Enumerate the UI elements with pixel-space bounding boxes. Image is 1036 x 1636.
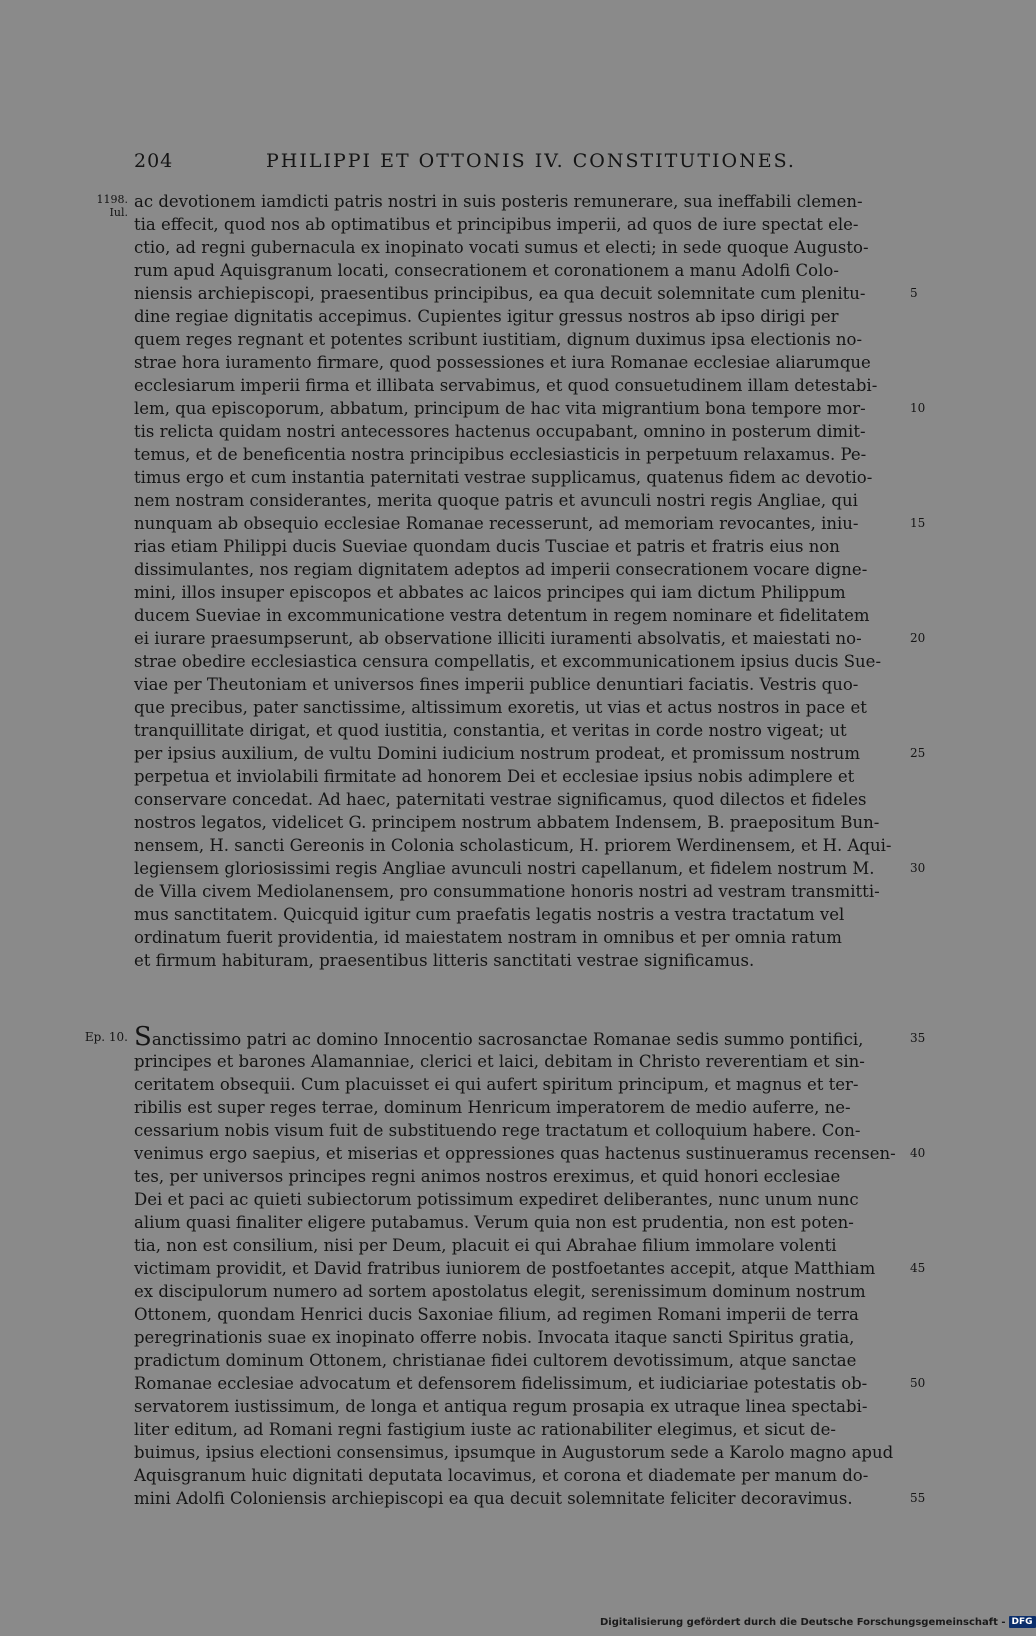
text-line: mini, illos insuper episcopos et abbates ac laicos principes qui iam dictum Philippum [134,583,846,602]
text-line: dissimulantes, nos regiam dignitatem adeptos ad imperii consecrationem vocare digne- [134,560,868,579]
text-line: nunquam ab obsequio ecclesiae Romanae recesserunt, ad memoriam revocantes, iniu- [134,514,859,533]
line-number: 20 [910,631,926,645]
text-line: strae hora iuramento firmare, quod possessiones et iura Romanae ecclesiae aliarumque [134,353,871,372]
epistle-line: Romanae ecclesiae advocatum et defensorem fidelissimum, et iudiciariae potestatis ob- [134,1374,868,1393]
line-number: 15 [910,516,926,530]
epistle-line: victimam providit, et David fratribus iuniorem de postfoetantes accepit, atque Matthiam [134,1259,876,1278]
epistle-line: alium quasi finaliter eligere putabamus. Verum quia non est prudentia, non est poten- [134,1213,854,1232]
epistle-line: venimus ergo saepius, et miserias et oppressiones quas hactenus sustinueramus recensen- [134,1144,896,1163]
margin-date-note: 1198. Iul. [96,193,128,219]
epistle-line: mini Adolfi Coloniensis archiepiscopi ea qua decuit solemnitate feliciter decoravimus. [134,1489,853,1508]
epistle-line: servatorem iustissimum, de longa et antiqua regum prosapia ex utraque linea spectabi- [134,1397,868,1416]
text-line: ecclesiarum imperii firma et illibata servabimus, et quod consuetudinem illam detestabi- [134,376,878,395]
text-line: legiensem gloriosissimi regis Angliae avunculi nostri capellanum, et fidelem nostrum M. [134,859,875,878]
text-line: perpetua et inviolabili firmitate ad honorem Dei et ecclesiae ipsius nobis adimplere et [134,767,855,786]
page-number: 204 [134,150,174,172]
line-number: 25 [910,746,926,760]
text-line: per ipsius auxilium, de vultu Domini iudicium nostrum prodeat, et promissum nostrum [134,744,861,763]
text-line: mus sanctitatem. Quicquid igitur cum praefatis legatis nostris a vestra tractatum vel [134,905,845,924]
epistle-line: buimus, ipsius electioni consensimus, ipsumque in Augustorum sede a Karolo magno apud [134,1443,894,1462]
text-line: nensem, H. sancti Gereonis in Colonia scholasticum, H. priorem Werdinensem, et H. Aqui- [134,836,892,855]
epistle-line [134,1022,904,1052]
text-line: timus ergo et cum instantia paternitati vestrae supplicamus, quatenus fidem ac devotio- [134,468,873,487]
text-line: rum apud Aquisgranum locati, consecrationem et coronationem a manu Adolfi Colo- [134,261,839,280]
line-number: 5 [910,286,918,300]
line-number: 45 [910,1261,926,1275]
text-line: quem reges regnant et potentes scribunt iustitiam, dignum duximus ipsa electionis no- [134,330,863,349]
epistle-line: tes, per universos principes regni animos nostros ereximus, et quid honori ecclesiae [134,1167,841,1186]
epistle-line: Aquisgranum huic dignitati deputata locavimus, et corona et diademate per manum do- [134,1466,869,1485]
epistle-line: peregrinationis suae ex inopinato offerre nobis. Invocata itaque sancti Spiritus gratia, [134,1328,855,1347]
line-number: 40 [910,1146,926,1160]
line-number: 55 [910,1491,926,1505]
text-line: dine regiae dignitatis accepimus. Cupientes igitur gressus nostros ab ipso dirigi per [134,307,839,326]
epistle-line: ceritatem obsequii. Cum placuisset ei qui aufert spiritum principum, et magnus et ter- [134,1075,859,1094]
text-line: ordinatum fuerit providentia, id maiestatem nostram in omnibus et per omnia ratum [134,928,842,947]
page-header [134,150,904,176]
text-line: nostros legatos, videlicet G. principem nostrum abbatem Indensem, B. praepositum Bun- [134,813,880,832]
epistle-line: cessarium nobis visum fuit de substituendo rege tractatum et colloquium habere. Con- [134,1121,861,1140]
text-line: nem nostram considerantes, merita quoque patris et avunculi nostri regis Angliae, qui [134,491,858,510]
epistle-line: liter editum, ad Romani regni fastigium iuste ac rationabiliter elegimus, et sicut de- [134,1420,836,1439]
line-number: 30 [910,861,926,875]
epistle-line: Ottonem, quondam Henrici ducis Saxoniae filium, ad regimen Romani imperii de terra [134,1305,859,1324]
line-number: 35 [910,1031,926,1045]
text-line: et firmum habituram, praesentibus litteris sanctitati vestrae significamus. [134,951,755,970]
text-line: lem, qua episcoporum, abbatum, principum de hac vita migrantium bona tempore mor- [134,399,866,418]
epistle-line: tia, non est consilium, nisi per Deum, placuit ei qui Abrahae filium immolare volenti [134,1236,837,1255]
text-line: strae obedire ecclesiastica censura compellatis, et excommunicationem ipsius ducis Sue- [134,652,882,671]
text-line: de Villa civem Mediolanensem, pro consummatione honoris nostri ad vestram transmitti- [134,882,880,901]
text-line: viae per Theutoniam et universos fines imperii publice denuntiari faciatis. Vestris quo- [134,675,859,694]
text-line: conservare concedat. Ad haec, paternitati vestrae significamus, quod dilectos et fideles [134,790,867,809]
line-number: 10 [910,401,926,415]
text-line: temus, et de beneficentia nostra principibus ecclesiasticis in perpetuum relaxamus. Pe- [134,445,867,464]
text-line: tis relicta quidam nostri antecessores hactenus occupabant, omnino in posterum dimit- [134,422,866,441]
line-number: 50 [910,1376,926,1390]
text-line: ei iurare praesumpserunt, ab observatione illiciti iuramenti absolvatis, et maiestati no- [134,629,862,648]
footer-text: Digitalisierung gefördert durch die Deutsche Forschungsgemeinschaft - [600,1617,1006,1628]
dfg-logo: DFG [1009,1616,1036,1628]
running-title: PHILIPPI ET OTTONIS IV. CONSTITUTIONES. [266,150,796,172]
text-line: tranquillitate dirigat, et quod iustitia, constantia, et veritas in corde nostro vigeat; ut [134,721,847,740]
text-line: ac devotionem iamdicti patris nostri in suis posteris remunerare, sua ineffabili clemen- [134,192,863,211]
text-line: tia effecit, quod nos ab optimatibus et principibus imperii, ad quos de iure spectat ele- [134,215,859,234]
epistle-line: ribilis est super reges terrae, dominum Henricum imperatorem de medio auferre, ne- [134,1098,851,1117]
drop-cap: S [134,1022,152,1052]
epistle-line: pradictum dominum Ottonem, christianae fidei cultorem devotissimum, atque sanctae [134,1351,857,1370]
epistle-line-text: anctissimo patri ac domino Innocentio sacrosanctae Romanae sedis summo pontifici, [151,1030,864,1049]
text-line: que precibus, pater sanctissime, altissimum exoretis, ut vias et actus nostros in pace et [134,698,867,717]
digitization-footer [600,1614,1033,1632]
text-line: ducem Sueviae in excommunicatione vestra detentum in regem nominare et fidelitatem [134,606,870,625]
epistle-line: Dei et paci ac quieti subiectorum potissimum expediret deliberantes, nunc unum nunc [134,1190,859,1209]
text-line: rias etiam Philippi ducis Sueviae quondam ducis Tusciae et patris et fratris eius non [134,537,840,556]
margin-epistle-note: Ep. 10. [84,1030,128,1044]
epistle-line: principes et barones Alamanniae, clerici et laici, debitam in Christo reverentiam et sin- [134,1052,865,1071]
text-line: niensis archiepiscopi, praesentibus principibus, ea qua decuit solemnitate cum plenitu- [134,284,866,303]
text-line: ctio, ad regni gubernacula ex inopinato vocati sumus et electi; in sede quoque Augusto- [134,238,869,257]
epistle-line: ex discipulorum numero ad sortem apostolatus elegit, serenissimum dominum nostrum [134,1282,866,1301]
